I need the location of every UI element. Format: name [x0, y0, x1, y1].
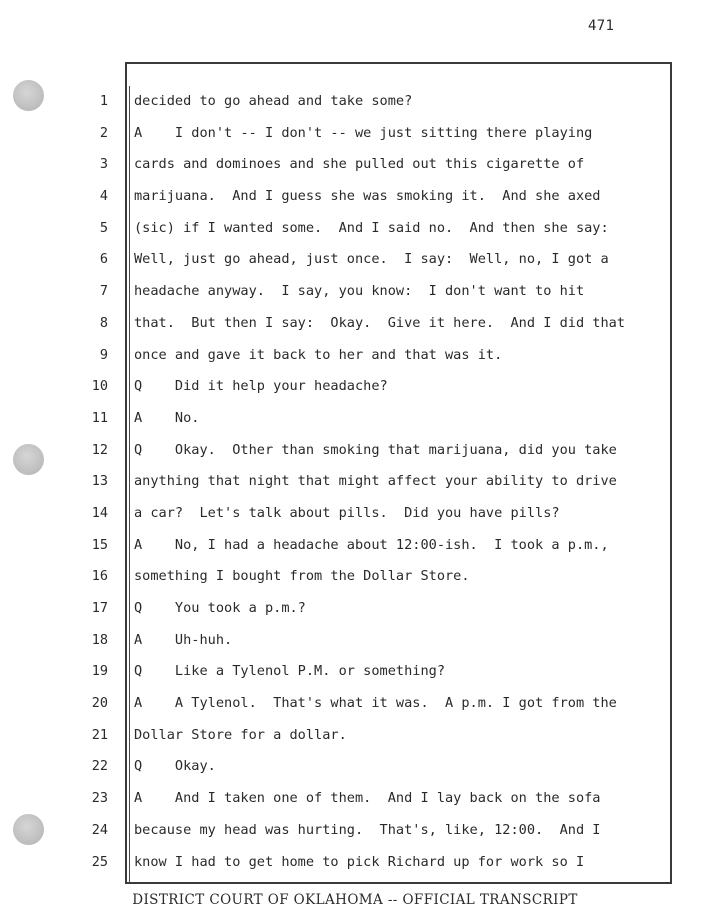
line-number: 10	[91, 378, 108, 395]
line-number: 20	[91, 695, 108, 712]
transcript-line: Well, just go ahead, just once. I say: Well, no, I got a	[134, 251, 609, 268]
line-number: 13	[91, 473, 108, 490]
line-number: 7	[99, 283, 108, 300]
line-number: 14	[91, 504, 108, 521]
transcript-line: Q Okay.	[134, 758, 216, 775]
line-number: 1	[99, 93, 108, 109]
transcript-line: Q You took a p.m.?	[134, 600, 306, 616]
line-number: 24	[91, 821, 108, 838]
transcript-footer: DISTRICT COURT OF OKLAHOMA -- OFFICIAL TRANSCRIPT	[132, 892, 578, 908]
line-number-column	[78, 90, 108, 882]
line-number: 25	[91, 853, 108, 870]
line-number: 18	[91, 631, 108, 648]
transcript-line: A I don't -- I don't -- we just sitting there playing	[134, 124, 593, 141]
transcript-line: once and gave it back to her and that was it.	[134, 346, 503, 363]
line-number: 22	[91, 758, 108, 775]
line-number: 4	[99, 188, 108, 205]
transcript-line: Q Okay. Other than smoking that marijuana, did you take	[134, 441, 617, 458]
margin-rule	[129, 86, 130, 883]
binder-hole-middle	[13, 444, 44, 475]
transcript-line: know I had to get home to pick Richard up for work so I	[134, 853, 585, 870]
transcript-line: A And I taken one of them. And I lay back on the sofa	[134, 790, 601, 807]
transcript-lines	[134, 90, 666, 882]
line-number: 16	[91, 568, 108, 585]
line-number: 15	[91, 536, 108, 553]
transcript-line: that. But then I say: Okay. Give it here. And I did that	[134, 314, 626, 331]
transcript-line: headache anyway. I say, you know: I don't want to hit	[134, 283, 585, 300]
transcript-line: marijuana. And I guess she was smoking it. And she axed	[134, 188, 601, 205]
transcript-line: anything that night that might affect your ability to drive	[134, 473, 617, 490]
line-number: 17	[91, 600, 108, 616]
transcript-line: A No.	[134, 409, 200, 426]
transcript-line: A Uh-huh.	[134, 631, 233, 648]
transcript-line: something I bought from the Dollar Store.	[134, 568, 470, 585]
line-number: 9	[99, 346, 108, 363]
transcript-line: Q Like a Tylenol P.M. or something?	[134, 663, 445, 680]
line-number: 11	[91, 409, 108, 426]
page-number: 471	[588, 18, 615, 34]
line-number: 6	[99, 251, 108, 268]
transcript-line: A No, I had a headache about 12:00-ish. I took a p.m.,	[134, 536, 609, 553]
line-number: 21	[91, 726, 108, 743]
line-number: 2	[99, 124, 108, 141]
transcript-line: a car? Let's talk about pills. Did you have pills?	[134, 504, 560, 521]
transcript-line: (sic) if I wanted some. And I said no. And then she say:	[134, 219, 609, 236]
line-number: 12	[91, 441, 108, 458]
transcript-line: decided to go ahead and take some?	[134, 93, 413, 109]
transcript-line: Dollar Store for a dollar.	[134, 726, 347, 743]
line-number: 23	[91, 790, 108, 807]
transcript-line: cards and dominoes and she pulled out this cigarette of	[134, 156, 585, 173]
transcript-line: Q Did it help your headache?	[134, 378, 388, 395]
binder-hole-top	[13, 80, 44, 111]
transcript-line: A A Tylenol. That's what it was. A p.m. I got from the	[134, 695, 617, 712]
line-number: 5	[99, 219, 108, 236]
line-number: 3	[99, 156, 108, 173]
transcript-line: because my head was hurting. That's, like, 12:00. And I	[134, 821, 601, 838]
binder-hole-bottom	[13, 814, 44, 845]
line-number: 8	[99, 314, 108, 331]
line-number: 19	[91, 663, 108, 680]
